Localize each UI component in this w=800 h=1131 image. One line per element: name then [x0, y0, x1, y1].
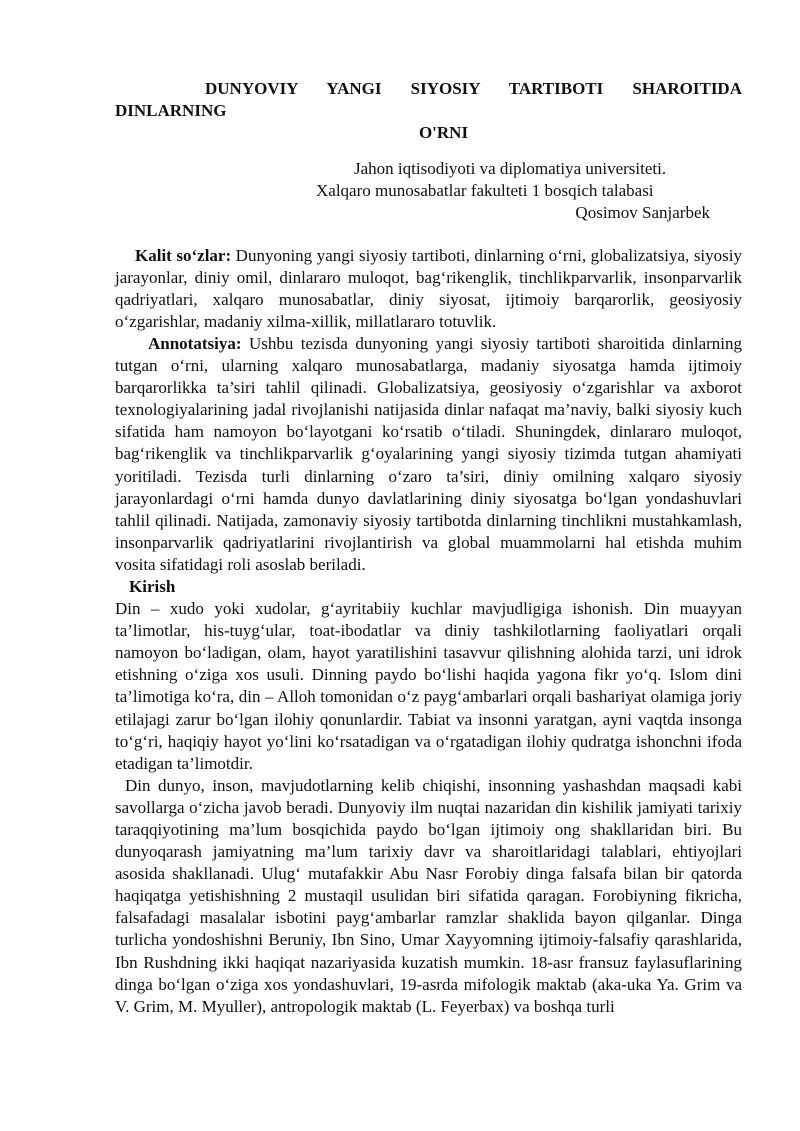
title-line-2: DINLARNING	[115, 101, 227, 121]
title-line-1: DUNYOVIY YANGI SIYOSIY TARTIBOTI SHAROITIDA	[205, 79, 742, 98]
title-line-3: O'RNI	[418, 123, 469, 143]
intro-paragraph-1: Din – xudo yoki xudolar, g‘ayritabiiy kuchlar mavjudligiga ishonish. Din muayyan ta’limotlar, his-tuyg‘ular, toat-ibodatlar va diniy tashkilotlarning faoliyatlari orqali namoyon bo‘ladigan, olam, hayot yaratilishini tasavvur qilishning alohida tarzi, uni idrok etishning o‘ziga xos usuli. Dinning paydo bo‘lishi haqida yagona fikr yo‘q. Islom dini ta’limotiga ko‘ra, din – Alloh tomonidan o‘z payg‘ambarlari orqali bashariyat olamiga joriy etilajagi zarur bo‘lgan ilohiy qonunlardir. Tabiat va insonni yaratgan, ayni vaqtda insonga to‘g‘ri, haqiqiy hayot yo‘lini ko‘rsatadigan va o‘rgatadigan ilohiy qudratga ishonchni ifoda etadigan ta’limotdir.	[115, 599, 742, 773]
affiliation-block	[115, 158, 742, 224]
intro-heading: Kirish	[129, 576, 176, 596]
document-page	[115, 78, 742, 1018]
author-name: Qosimov Sanjarbek	[575, 203, 710, 223]
keywords-label: Kalit so‘zlar:	[135, 245, 232, 265]
intro-paragraph-2: Din dunyo, inson, mavjudotlarning kelib chiqishi, insonning yashashdan maqsadi kabi savollarga o‘zicha javob beradi. Dunyoviy ilm nuqtai nazaridan din kishilik jamiyati tarixiy taraqqiyotining ma’lum bosqichida paydo bo‘lgan ijtimoiy ong shakllaridan biri. Bu dunyoqarash jamiyatning ma’lum tarixiy davr va sharoitlaridagi talablari, ehtiyojlari asosida shakllanadi. Ulug‘ mutafakkir Abu Nasr Forobiy dinga falsafa bilan bir qatorda haqiqatga yetishishning 2 mustaqil usulidan biri sifatida qaragan. Forobiyning fikricha, falsafadagi masalalar isbotini payg‘ambarlar ramzlar shaklida bayon qilganlar. Dinga turlicha yondoshishni Beruniy, Ibn Sino, Umar Xayyomning ijtimoiy-falsafiy qarashlarida, Ibn Rushdning ikki haqiqat nazariyasida kuzatish mumkin. 18-asr fransuz faylasuflarining dinga bo‘lgan o‘ziga xos yondashuvlari, 19-asrda mifologik maktab (aka-uka Ya. Grim va V. Grim, M. Myuller), antropologik maktab (L. Feyerbax) va boshqa turli	[115, 775, 742, 1016]
affiliation-university: Jahon iqtisodiyoti va diplomatiya universiteti.	[354, 159, 667, 179]
abstract-text: Ushbu tezisda dunyoning yangi siyosiy tartiboti sharoitida dinlarning tutgan o‘rni, ularning xalqaro munosabatlarga, madaniy siyosatga hamda ijtimoiy barqarorlikka ta’siri tahlil qilinadi. Globalizatsiya, geosiyosiy o‘zgarishlar va axborot texnologiyalarining jadal rivojlanishi natijasida dinlar nafaqat ma’naviy, balki siyosiy kuch sifatida ham namoyon bo‘layotgani ko‘rsatib o‘tiladi. Shuningdek, dinlararo muloqot, bag‘rikenglik va tinchlikparvarlik g‘oyalarining yangi siyosiy tizimda tutgan ahamiyati yoritiladi. Tezisda turli dinlarning o‘zaro ta’siri, diniy omilning xalqaro siyosiy jarayonlardagi o‘rni hamda dunyo davlatlarining diniy siyosatga bo‘lgan yondashuvlari tahlil qilinadi. Natijada, zamonaviy siyosiy tartibotda dinlarning tinchlikni mustahkamlash, insonparvarlik qadriyatlarini rivojlantirish va global muammolarni hal etishda muhim vosita sifatidagi roli asoslab beriladi.	[115, 333, 742, 574]
affiliation-faculty: Xalqaro munosabatlar fakulteti 1 bosqich talabasi	[316, 181, 654, 201]
keywords-paragraph	[115, 245, 742, 333]
keywords-text: Dunyoning yangi siyosiy tartiboti, dinlarning o‘rni, globalizatsiya, siyosiy jarayonlar, diniy omil, dinlararo muloqot, bag‘rikenglik, tinchlikparvarlik, insonparvarlik qadriyatlari, xalqaro munosabatlar, diniy siyosat, ijtimoiy barqarorlik, geosiyosiy o‘zgarishlar, madaniy xilma-xillik, millatlararo totuvlik.	[115, 245, 742, 331]
abstract-paragraph	[115, 333, 742, 576]
abstract-label: Annotatsiya:	[148, 333, 242, 353]
